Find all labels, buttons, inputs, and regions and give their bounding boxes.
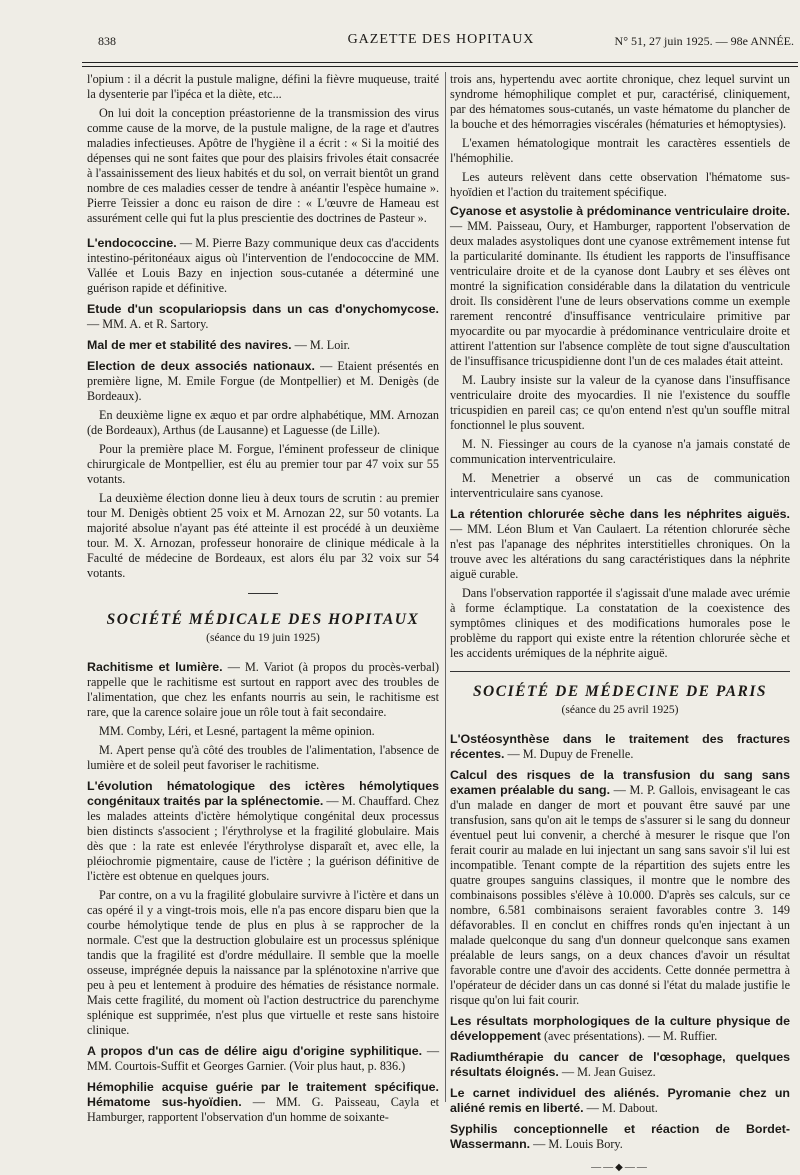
right-column bbox=[450, 72, 790, 1175]
paragraph: M. Apert pense qu'à côté des troubles de l'alimentation, l'absence de lumière et de soleil peut favoriser le rachitisme. bbox=[87, 743, 439, 772]
section-session: (séance du 19 juin 1925) bbox=[206, 632, 320, 644]
article-text: — M. Pierre Bazy communique deux cas d'accidents intestino-péritonéaux aigus où l'intervention de l'endococcine de MM. Vallée et Louis Bazy en injection sous-cutanée a déterminé une guérison rapide et définitive. bbox=[87, 236, 439, 295]
paragraph: l'opium : il a décrit la pustule maligne, défini la fièvre muqueuse, traité la dysenterie par l'ipéca et la diète, etc... bbox=[87, 72, 439, 101]
article-text: — M. Variot (à propos du procès-verbal) rappelle que le rachitisme est surtout en rapport avec des troubles de l'alimentation, que chez les enfants nourris au sein, le rachitisme est rare, que la carence solaire joue un rôle tout à fait secondaire. bbox=[87, 660, 440, 719]
article-evolution bbox=[87, 779, 439, 1038]
article-heading: Hémophilie acquise guérie par le traitement spécifique. Hématome sus-hyoïdien. bbox=[87, 1080, 439, 1109]
journal-title: GAZETTE DES HOPITAUX bbox=[347, 32, 535, 47]
article-text: — M. Chauffard. Chez les malades atteints d'ictère hémolytique congénital deux processus bien distincts s'associent ; l'érythrolyse et la fragilité globulaire. Mais dès que : la rate est enlevée l'érythrolyse disparaît et, avec elle, la pléiochromie pigmentaire, cause de l'ictère ; la guérison définitive de l'ictère est obtenue en quelques jours. bbox=[87, 794, 439, 883]
paragraph: L'examen hématologique montrait les caractères essentiels de l'hémophilie. bbox=[450, 136, 790, 165]
article-retention bbox=[450, 507, 790, 661]
paragraph: MM. Comby, Léri, et Lesné, partagent la même opinion. bbox=[99, 724, 375, 738]
article-heading: Calcul des risques de la transfusion du sang sans examen préalable du sang. bbox=[450, 768, 790, 797]
article-text: — M. Jean Guisez. bbox=[558, 1065, 656, 1079]
article-heading: Cyanose et asystolie à prédominance ventriculaire droite. bbox=[450, 204, 790, 218]
page-number: 838 bbox=[98, 34, 116, 48]
article-heading: Le carnet individuel des aliénés. Pyromanie chez un aliéné remis en liberté. bbox=[450, 1086, 790, 1115]
issue-info: N° 51, 27 juin 1925. — 98e ANNÉE. bbox=[614, 34, 794, 48]
header-rule bbox=[82, 62, 798, 63]
paragraph: La deuxième élection donne lieu à deux tours de scrutin : au premier tour M. Denigès obtient 25 voix et M. Arnozan 22, sur 50 votants. La majorité absolue n'ayant pas été atteinte il est procédé à un deuxième tour. M. X. Arnozan, professeur honoraire de clinique médicale à la Faculté de médecine de Bordeaux, est alors élu par 32 voix sur 54 votants. bbox=[87, 491, 439, 580]
paragraph: En deuxième ligne ex æquo et par ordre alphabétique, MM. Arnozan (de Bordeaux), Arthus (de Lausanne) et Laguesse (de Lille). bbox=[87, 408, 439, 437]
article-text: — MM. G. Paisseau, Cayla et Hamburger, rapportent l'observation d'un homme de soixante- bbox=[87, 1095, 440, 1124]
section-rule bbox=[450, 671, 790, 672]
article-text: (avec présentations). — M. Ruffier. bbox=[540, 1029, 718, 1043]
paragraph: Pour la première place M. Forgue, l'éminent professeur de clinique chirurgicale de Montpellier, est élu au premier tour par 47 voix sur 55 votants. bbox=[87, 442, 439, 486]
article-heading: Election de deux associés nationaux. bbox=[87, 359, 315, 373]
article-hemophilie bbox=[87, 1080, 439, 1125]
article-carnet bbox=[450, 1086, 790, 1116]
section-title: SOCIÉTÉ MÉDICALE DES HOPITAUX bbox=[106, 611, 420, 628]
article-heading: Radiumthérapie du cancer de l'œsophage, quelques résultats éloignés. bbox=[450, 1050, 790, 1079]
article-scopulariopsis bbox=[87, 302, 439, 332]
article-heading: L'évolution hématologique des ictères hémolytiques congénitaux traités par la splénectomie. bbox=[87, 779, 439, 808]
paragraph: M. Laubry insiste sur la valeur de la cyanose dans l'insuffisance ventriculaire droite des myocardies. Il nie l'existence du souffle tricuspidien en pareil cas; ce qu'on entend n'est qu'un souffle mitral fonctionnel le plus souvent. bbox=[450, 373, 790, 432]
article-text: — M. Loir. bbox=[291, 338, 351, 352]
article-heading: A propos d'un cas de délire aigu d'origine syphilitique. bbox=[87, 1044, 423, 1058]
paragraph: On lui doit la conception préastorienne de la transmission des virus comme cause de la morve, de la pustule maligne, de la rage et d'autres maladies infectieuses. Apôtre de l'hygiène il a écrit : « Si la moitié des dépenses qui ne sont faites que pour des plaisirs frivoles était consacrée à l'assainissement des lieux habités et du sol, on verrait bientôt un grand nombre de ces maladies cesser de tendre à anéantir l'espèce humaine ». Pierre Teissier a donc eu raison de dire : « L'œuvre de Hameau est assurément celle qui fut la plus prescientie des doctrines de Pasteur ». bbox=[87, 106, 439, 225]
column-separator bbox=[445, 72, 446, 1102]
article-text: — M. Dabout. bbox=[583, 1101, 658, 1115]
article-rachitisme bbox=[87, 660, 439, 773]
article-text: — MM. A. et R. Sartory. bbox=[87, 317, 209, 331]
article-heading: L'Ostéosynthèse dans le traitement des fractures récentes. bbox=[450, 732, 790, 761]
article-text: — MM. Paisseau, Oury, et Hamburger, rapportent l'observation de deux malades asystoliques dont une cyanose extrêmement intense fut la particularité dominante. Ils étudient les rapports de l'insuffisance ventriculaire droite et de la cyanose dont Laubry et ses élèves ont montré la signification considérable dans la dilatation du ventricule droit. Ils considèrent l'une de leurs observations comme un exemple rarement rencontré d'insuffisance ventriculaire primitive par myocardite ou par myocardie à prédominance ventriculaire droite et attirent l'attention sur l'absence complète de tout signe d'auscultation de l'insuffisance tricuspidienne dont l'un de ces malades était atteint. bbox=[450, 219, 790, 368]
article-endococcine bbox=[87, 236, 439, 296]
paragraph: M. Menetrier a observé un cas de communication interventriculaire sans cyanose. bbox=[450, 471, 790, 500]
paragraph: M. N. Fiessinger au cours de la cyanose n'a jamais constaté de communication interventriculaire. bbox=[450, 437, 790, 466]
article-cyanose bbox=[450, 204, 790, 501]
section-session: (séance du 25 avril 1925) bbox=[561, 704, 679, 716]
header-rule-2 bbox=[82, 66, 798, 67]
paragraph: trois ans, hypertendu avec aortite chronique, chez lequel survint un syndrome hémophilique complet et pur, caractérisé, cliniquement, par des hématomes sous-cutanés, un vaste hématome du plancher de la bouche et des hémorragies viscérales (hématuries et hémoptysies). bbox=[450, 72, 790, 131]
article-heading: Les résultats morphologiques de la culture physique de développement bbox=[450, 1014, 790, 1043]
article-culture-physique bbox=[450, 1014, 790, 1044]
article-text: — M. P. Gallois, envisageant le cas d'un malade en danger de mort et pouvant être sauvé par une transfusion, sans qu'on ait le temps de s'assurer si le sang du donneur éventuel peut lui convenir, a cherché à mesurer le risque que l'on ferait courir au malade en lui injectant un sang sans savoir s'il lui est incompatible. Tenant compte de la répartition des sujets entre les quatre groupes sanguins classiques, il montre que le nombre des combinaisons possibles s'élève à 10.000. D'après ses calculs, sur ce nombre, 6.581 combinaisons seraient favorables contre 3. 149 défavorables. Il en conclut en chiffres ronds qu'en injectant à un malade quelconque du sang d'un donneur quelconque sans examen préalable de leurs sangs, on a deux chances d'avoir un résultat favorable contre une d'avoir des accidents. Cette donnée permettra à l'opérateur de décider dans un cas donné si l'état du malade justifie le risque qu'on lui fait courir. bbox=[450, 783, 791, 1007]
article-syphilis bbox=[450, 1122, 790, 1152]
paragraph: Par contre, on a vu la fragilité globulaire survivre à l'ictère et dans un cas opéré il y a vingt-trois mois, elle n'a pas encore disparu bien que la courbe hémolytique tende de plus en plus à se rapprocher de la normale. C'est que la destruction globulaire est un processus splénique tandis que la fragilité est d'ordre médullaire. Il semble que la moelle osseuse, imprégnée depuis la naissance par la splénotoxine n'arrive que peu à peu et lentement à produire des hématies de résistance normale. Mais cette fragilité, du moment où l'action destructrice du parenchyme splénique est supprimée, n'est plus que virtuelle et reste sans histoire clinique. bbox=[87, 888, 439, 1037]
article-text: — Etaient présentés en première ligne, M. Emile Forgue (de Montpellier) et M. Denigès (de Bordeaux). bbox=[87, 359, 439, 403]
article-heading: L'endococcine. bbox=[87, 236, 177, 250]
end-ornament: ——◆—— bbox=[591, 1162, 649, 1173]
article-election bbox=[87, 359, 439, 581]
article-radiumtherapie bbox=[450, 1050, 790, 1080]
paragraph: Dans l'observation rapportée il s'agissait d'une malade avec urémie à forme éclamptique. La constatation de la coexistence des symptômes cliniques et des modifications humorales pose le problème du rapport qui existe entre la rétention chlorurée sèche et les accidents urémiques de la néphrite aiguë. bbox=[450, 586, 790, 660]
section-title: SOCIÉTÉ DE MÉDECINE DE PARIS bbox=[472, 683, 768, 700]
article-delire bbox=[87, 1044, 439, 1074]
article-heading: La rétention chlorurée sèche dans les néphrites aiguës. bbox=[450, 507, 790, 521]
article-text: — M. Dupuy de Frenelle. bbox=[504, 747, 634, 761]
article-osteosynthese bbox=[450, 732, 790, 762]
article-text: — MM. Léon Blum et Van Caulaert. La rétention chlorurée sèche n'est pas l'apanage des néphrites interstitielles chroniques. On la trouve avec les altérations du sang caractéristiques dans la néphrite aiguë curable. bbox=[450, 522, 790, 581]
article-heading: Rachitisme et lumière. bbox=[87, 660, 223, 674]
article-heading: Mal de mer et stabilité des navires. bbox=[87, 338, 292, 352]
left-column bbox=[87, 72, 439, 1131]
article-transfusion bbox=[450, 768, 790, 1008]
article-text: — MM. Courtois-Suffit et Georges Garnier. (Voir plus haut, p. 836.) bbox=[87, 1044, 439, 1073]
divider bbox=[248, 593, 278, 594]
article-heading: Syphilis conceptionnelle et réaction de Bordet-Wassermann. bbox=[450, 1122, 790, 1151]
article-heading: Etude d'un scopulariopsis dans un cas d'onychomycose. bbox=[87, 302, 439, 316]
article-mal-de-mer bbox=[87, 338, 439, 353]
paragraph: Les auteurs relèvent dans cette observation l'hématome sus-hyoïdien et l'action du traitement spécifique. bbox=[450, 170, 790, 199]
article-text: — M. Louis Bory. bbox=[530, 1137, 623, 1151]
